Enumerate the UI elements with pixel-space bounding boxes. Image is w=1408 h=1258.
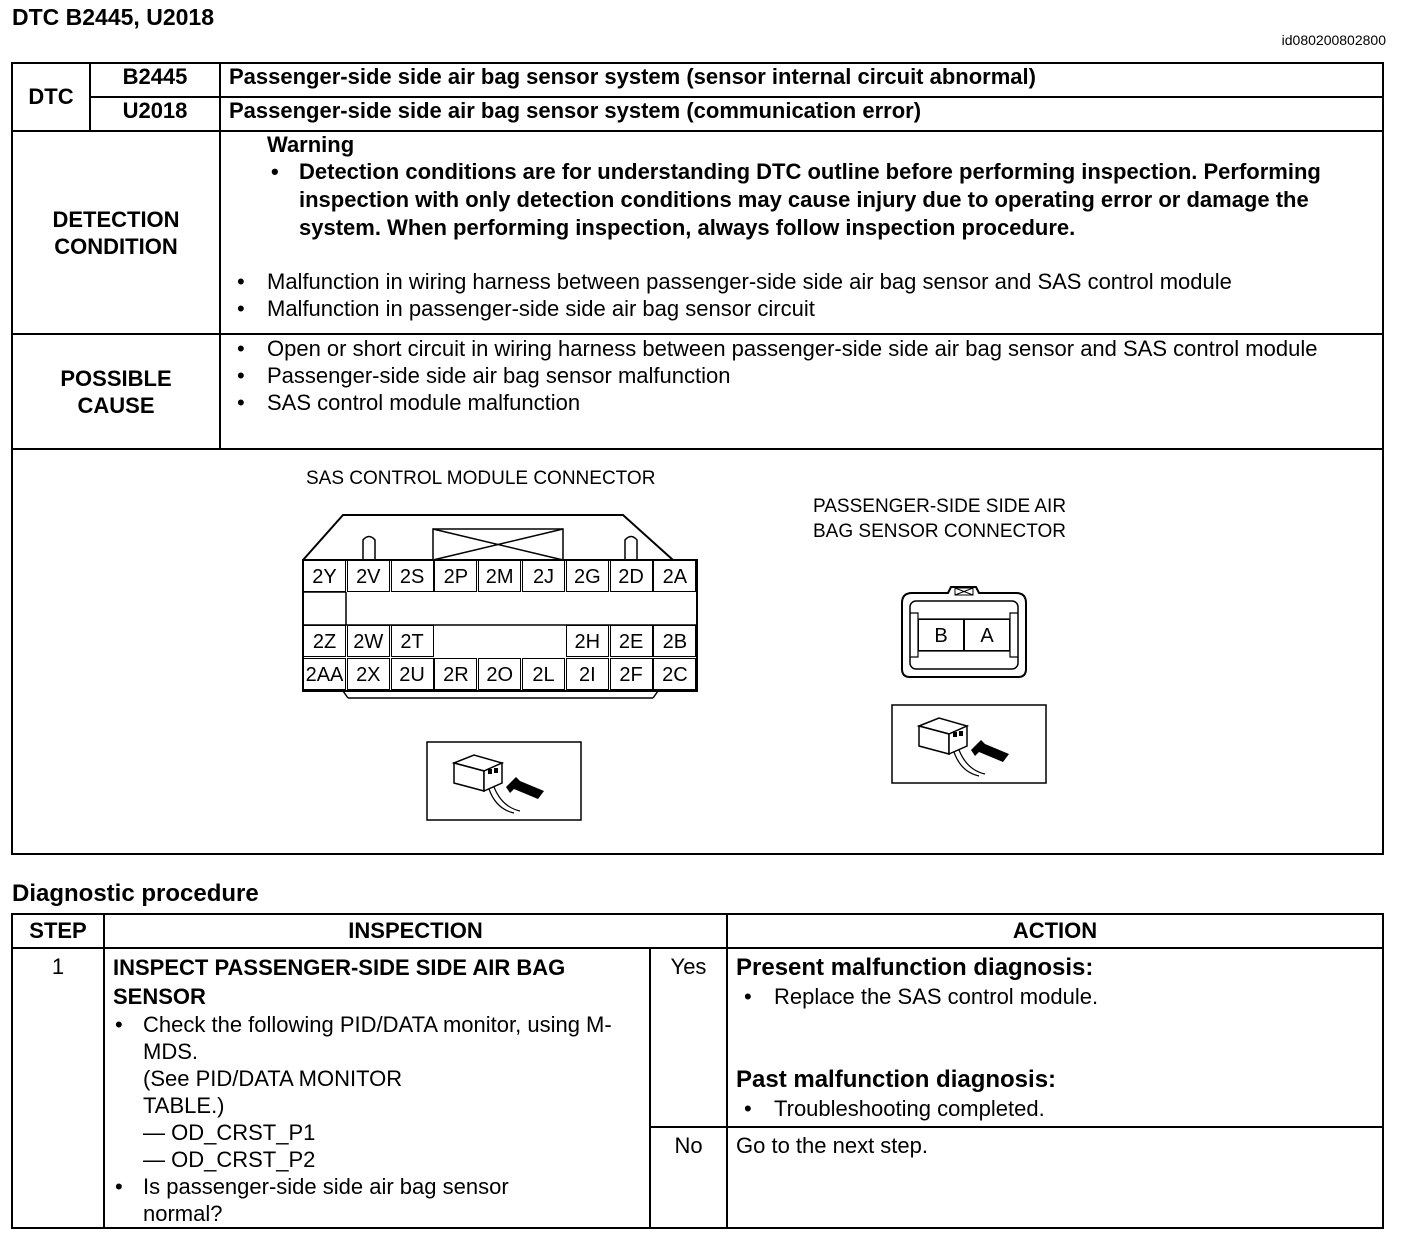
list-item: • Malfunction in passenger-side side air bag sensor circuit bbox=[221, 295, 1382, 322]
connector-pin: 2S bbox=[391, 560, 434, 592]
connector-pin: 2U bbox=[391, 658, 434, 690]
connector-pin: 2E bbox=[610, 625, 653, 657]
connector-pin: A bbox=[964, 619, 1010, 651]
possible-cause-label bbox=[12, 334, 220, 449]
past-malfunction-list bbox=[728, 1095, 1382, 1123]
connector-pin: 2L bbox=[522, 658, 565, 690]
possible-cause-text: POSSIBLE CAUSE bbox=[60, 365, 172, 418]
connector-pin: 2I bbox=[566, 658, 609, 690]
inspection-text: • Check the following PID/DATA monitor, using M-MDS. bbox=[143, 1012, 612, 1064]
connector-pin: 2T bbox=[391, 625, 434, 657]
sensor-connector-label-line1: PASSENGER-SIDE SIDE AIR bbox=[813, 496, 1067, 517]
connector-pin: 2J bbox=[522, 560, 565, 592]
yes-label: Yes bbox=[650, 948, 727, 1127]
warning-title: Warning bbox=[267, 132, 355, 157]
present-malfunction-list bbox=[728, 983, 1382, 1011]
list-item: • Passenger-side side air bag sensor malfunction bbox=[221, 362, 1362, 389]
yes-action-cell bbox=[727, 948, 1383, 1127]
list-item: • Open or short circuit in wiring harness between passenger-side side air bag sensor and SAS control module bbox=[221, 335, 1362, 362]
dtc-label: DTC bbox=[12, 63, 90, 131]
connector-pin: 2R bbox=[434, 658, 477, 690]
past-malfunction-title: Past malfunction diagnosis: bbox=[736, 1066, 1057, 1093]
connector-pin: 2X bbox=[347, 658, 390, 690]
inspection-question: • Is passenger-side side air bag sensor normal? bbox=[143, 1174, 509, 1226]
connector-pin: 2AA bbox=[303, 658, 346, 690]
inspection-list bbox=[105, 1011, 649, 1227]
connector-pin: 2G bbox=[566, 560, 609, 592]
pid-item: — OD_CRST_P1 bbox=[143, 1120, 316, 1145]
list-item: • SAS control module malfunction bbox=[221, 389, 1362, 416]
connector-pin: 2C bbox=[653, 658, 696, 690]
inspection-title: INSPECT PASSENGER-SIDE SIDE AIR BAG SENSOR bbox=[113, 955, 566, 1009]
no-label: No bbox=[650, 1127, 727, 1228]
inspection-reference: (See PID/DATA MONITOR TABLE.) bbox=[143, 1066, 403, 1118]
connector-pin: 2O bbox=[478, 658, 521, 690]
connector-probe-icon bbox=[891, 704, 1047, 784]
list-item bbox=[105, 1173, 643, 1227]
connector-pin: 2V bbox=[347, 560, 390, 592]
list-item: • Malfunction in wiring harness between passenger-side side air bag sensor and SAS control module bbox=[221, 268, 1382, 295]
step-header: STEP bbox=[12, 914, 104, 948]
connector-pin: 2Z bbox=[303, 625, 346, 657]
list-item bbox=[105, 1011, 643, 1173]
inspection-cell bbox=[104, 948, 650, 1228]
dtc-code: U2018 bbox=[90, 97, 220, 131]
connector-probe-icon bbox=[426, 741, 582, 821]
sas-connector-label: SAS CONTROL MODULE CONNECTOR bbox=[306, 468, 656, 489]
connector-pin: 2F bbox=[610, 658, 653, 690]
diagnostic-table bbox=[11, 913, 1384, 1229]
connector-pin: 2W bbox=[347, 625, 390, 657]
warning-text: • Detection conditions are for understanding DTC outline before performing inspection. Performing inspection with only detection conditions may cause injury due to operating error or damage the system. When performing inspection, always follow inspection procedure. bbox=[221, 158, 1382, 242]
inspection-header: INSPECTION bbox=[104, 914, 727, 948]
possible-cause-cell bbox=[220, 334, 1383, 449]
page-title: DTC B2445, U2018 bbox=[12, 4, 214, 30]
connector-pin: B bbox=[918, 619, 964, 651]
detection-condition-cell bbox=[220, 131, 1383, 334]
connector-pin: 2A bbox=[653, 560, 696, 592]
connector-pin: 2B bbox=[653, 625, 696, 657]
dtc-table bbox=[11, 62, 1384, 855]
detection-condition-text: DETECTION CONDITION bbox=[52, 206, 180, 259]
connector-pin: 2Y bbox=[303, 560, 346, 592]
warning-list bbox=[221, 158, 1382, 242]
list-item: • Troubleshooting completed. bbox=[728, 1095, 1382, 1123]
connector-pin: 2M bbox=[478, 560, 521, 592]
step-number: 1 bbox=[12, 948, 104, 1228]
connector-pin: 2P bbox=[434, 560, 477, 592]
dtc-description: Passenger-side side air bag sensor system (sensor internal circuit abnormal) bbox=[220, 63, 1383, 97]
possible-cause-list bbox=[221, 335, 1382, 416]
detection-list bbox=[221, 268, 1382, 322]
pid-item: — OD_CRST_P2 bbox=[143, 1147, 316, 1172]
connector-pin: 2H bbox=[566, 625, 609, 657]
detection-condition-label bbox=[12, 131, 220, 334]
document-id: id080200802800 bbox=[1281, 32, 1386, 48]
connector-figure bbox=[12, 449, 1383, 854]
diagnostic-procedure-title: Diagnostic procedure bbox=[12, 880, 259, 907]
dtc-code: B2445 bbox=[90, 63, 220, 97]
list-item: • Replace the SAS control module. bbox=[728, 983, 1382, 1011]
connector-pin: 2D bbox=[610, 560, 653, 592]
no-action: Go to the next step. bbox=[727, 1127, 1383, 1228]
action-header: ACTION bbox=[727, 914, 1383, 948]
sensor-connector-label-line2: BAG SENSOR CONNECTOR bbox=[813, 521, 1067, 542]
present-malfunction-title: Present malfunction diagnosis: bbox=[736, 954, 1094, 981]
dtc-description: Passenger-side side air bag sensor system (communication error) bbox=[220, 97, 1383, 131]
